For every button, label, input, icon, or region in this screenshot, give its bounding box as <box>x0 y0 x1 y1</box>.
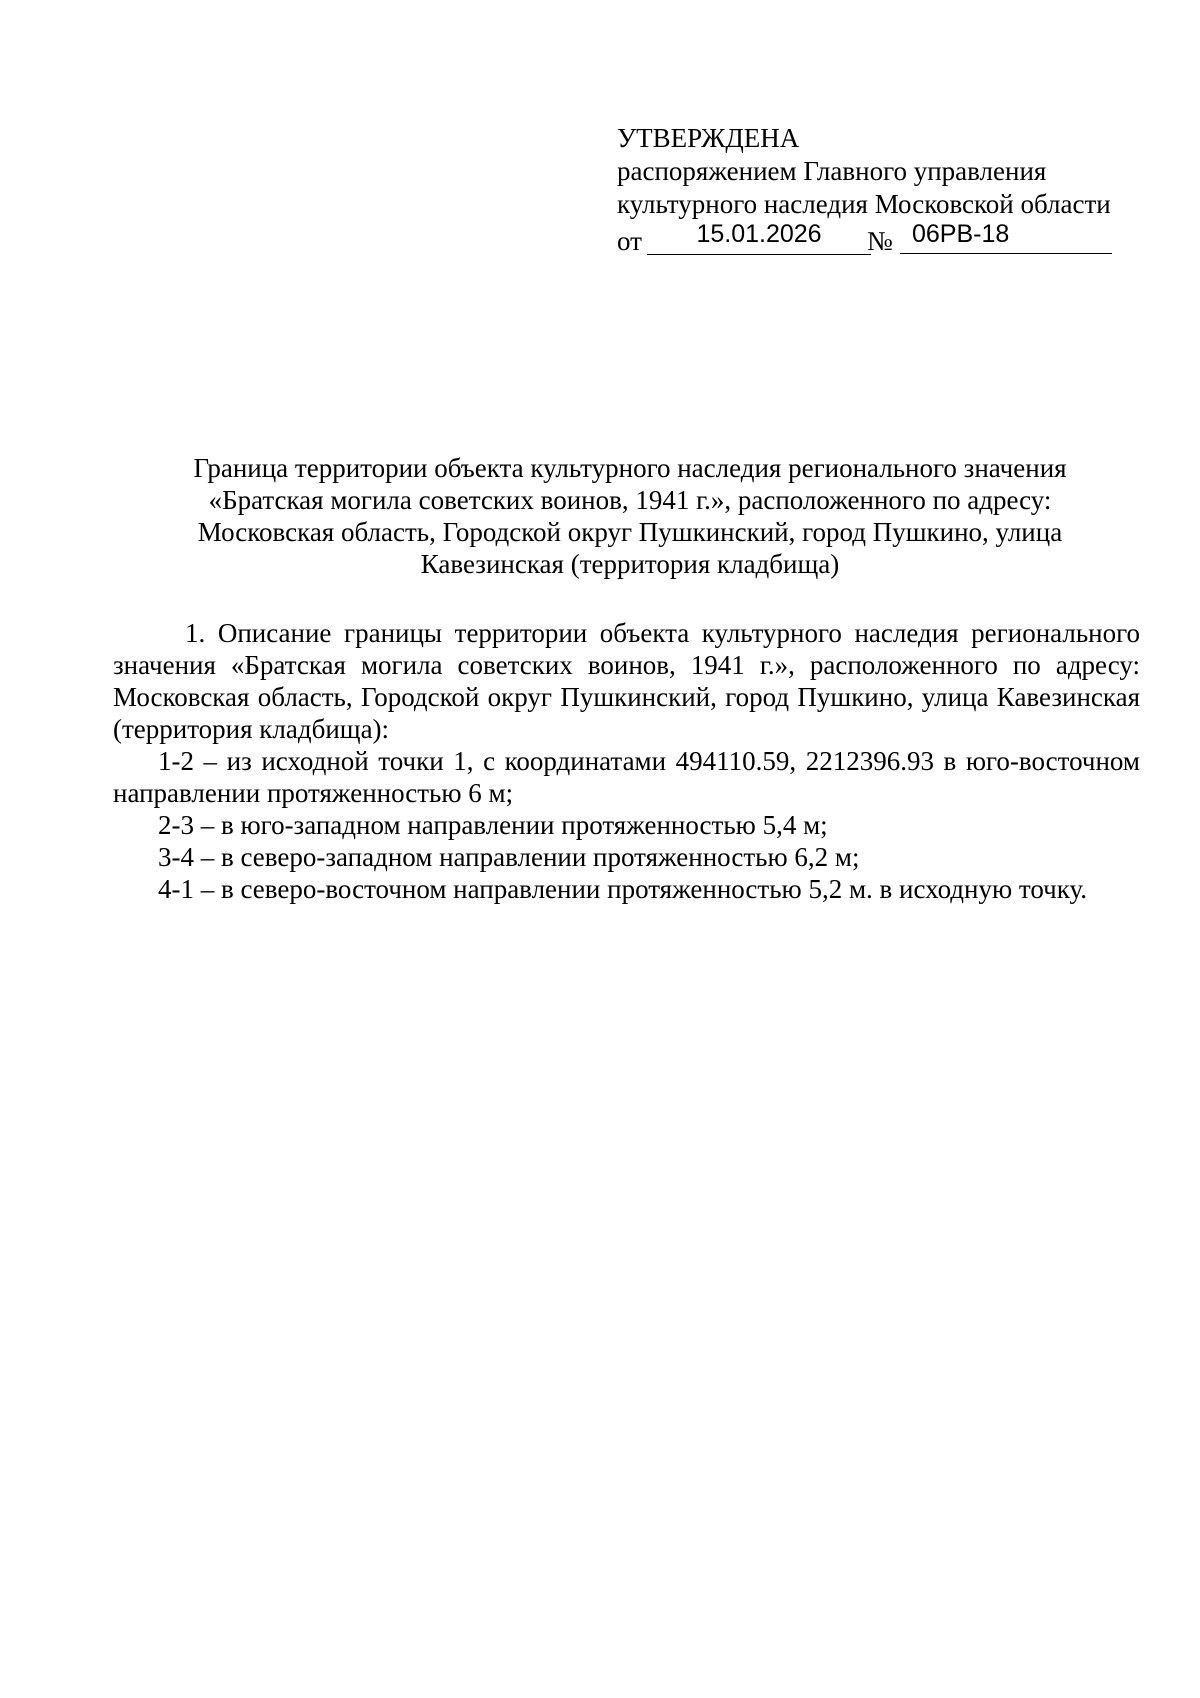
approval-number-field: 06РВ-18 <box>900 221 1112 254</box>
title-line-4: Кавезинская (территория кладбища) <box>420 549 840 579</box>
title-line-1: Граница территории объекта культурного наследия регионального значения <box>193 453 1067 483</box>
approval-issuer-line-2: культурного наследия Московской области <box>617 189 1111 219</box>
title-line-2: «Братская могила советских воинов, 1941 г.», расположенного по адресу: <box>208 485 1052 515</box>
approval-reference-line <box>617 221 1177 254</box>
boundary-segment-3-4: 3-4 – в северо-западном направлении протяженностью 6,2 м; <box>158 842 860 872</box>
document-body <box>113 617 1140 905</box>
date-prefix: от <box>617 226 642 256</box>
approval-heading: УТВЕРЖДЕНА <box>617 123 800 153</box>
title-line-3: Московская область, Городской округ Пушкинский, город Пушкино, улица <box>197 517 1063 547</box>
boundary-description-intro: 1. Описание границы территории объекта культурного наследия регионального значения «Братская могила советских воинов, 1941 г.», расположенного по адресу: Московская область, Городской округ Пушкинский, город Пушкино, улица Кавезинская (территория кладбища): <box>113 618 1140 744</box>
approval-issuer-line-1: распоряжением Главного управления <box>617 156 1047 186</box>
approval-date-field: 15.01.2026 <box>647 221 871 255</box>
number-sign: № <box>867 226 893 256</box>
approval-stamp-block <box>617 122 1177 254</box>
boundary-segment-4-1: 4-1 – в северо-восточном направлении протяженностью 5,2 м. в исходную точку. <box>158 874 1088 904</box>
boundary-segment-2-3: 2-3 – в юго-западном направлении протяженностью 5,4 м; <box>158 810 828 840</box>
document-title <box>120 452 1140 580</box>
boundary-segment-1-2: 1-2 – из исходной точки 1, с координатами 494110.59, 2212396.93 в юго-восточном направлении протяженностью 6 м; <box>113 746 1140 808</box>
